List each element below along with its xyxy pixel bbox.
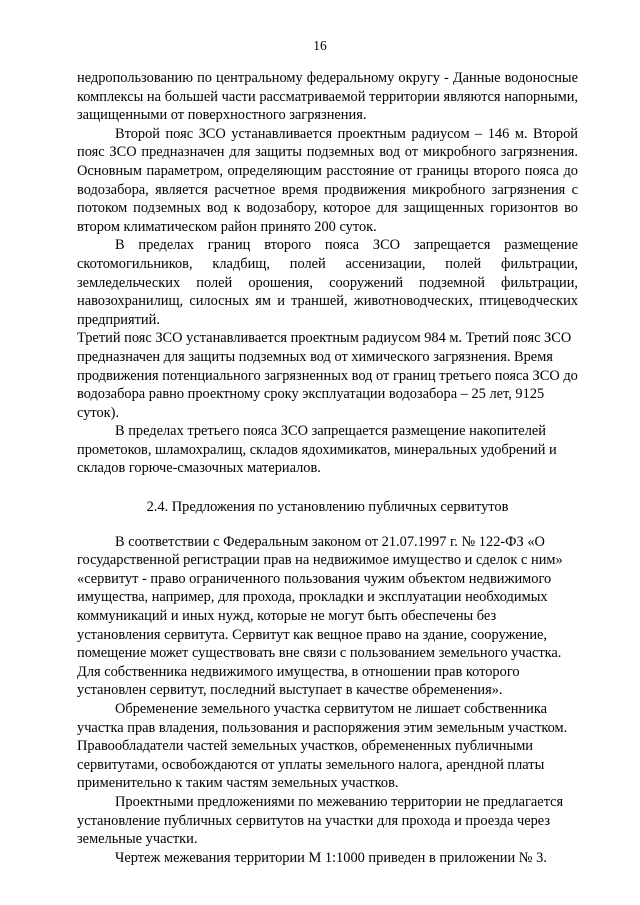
paragraph-encumbrance: Обременение земельного участка сервитутом не лишает собственника участка прав владения, пользования и распоряжения этим земельным участком. Правообладатели частей земельных участков, обремененных публичными сервитутами, освобождаются от уплаты земельного налога, арендной платы применительно к таким частям земельных участков. bbox=[77, 701, 568, 792]
paragraph-second-zone: Второй пояс ЗСО устанавливается проектным радиусом – 146 м. Второй пояс ЗСО предназначен для защиты подземных вод от микробного загрязнения. Основным параметром, определяющим расстояние от границы второго пояса до водозабора, является расчетное время продвижения микробного загрязнения с потоком подземных вод к водозабору, которое для защищенных горизонтов во втором климатическом район принято 200 суток. bbox=[77, 125, 578, 235]
paragraph-third-zone-restrictions: В пределах третьего пояса ЗСО запрещается размещение накопителей прометоков, шламохралищ, складов ядохимикатов, минеральных удобрений и складов горюче-смазочных материалов. bbox=[77, 423, 557, 477]
paragraph-second-zone-restrictions: В пределах границ второго пояса ЗСО запрещается размещение скотомогильников, кладбищ, полей ассенизации, полей фильтрации, земледельческих полей орошения, сооружений подземной фильтрации, навозохранилищ, силосных ям и траншей, животноводческих, птицеводческих предприятий. bbox=[77, 237, 578, 328]
paragraph-drawing-reference: Чертеж межевания территории М 1:1000 приведен в приложении № 3. bbox=[115, 849, 547, 866]
paragraph-third-zone: Третий пояс ЗСО устанавливается проектным радиусом 984 м. Третий пояс ЗСО предназначен для защиты подземных вод от химического загрязнения. Время продвижения потенциального загрязненных вод от границ третьего пояса ЗСО до водозабора равно проектному сроку эксплуатации водозабора – 25 лет, 9125 суток). bbox=[77, 330, 578, 421]
page-number: 16 bbox=[313, 38, 327, 53]
paragraph-continuation: недропользованию по центральному федеральному округу - Данные водоносные комплексы на большей части рассматриваемой территории являются напорными, защищенными от поверхностного загрязнения. bbox=[77, 70, 578, 124]
section-heading: 2.4. Предложения по установлению публичных сервитутов bbox=[146, 499, 509, 516]
document-body bbox=[77, 69, 578, 867]
paragraph-project-proposals: Проектными предложениями по межеванию территории не предлагается установление публичных сервитутов на участки для прохода и проезда через земельные участки. bbox=[77, 793, 564, 848]
paragraph-servitude-definition: В соответствии с Федеральным законом от 21.07.1997 г. № 122-ФЗ «О государственной регистрации прав на недвижимое имущество и сделок с ним» «сервитут - право ограниченного пользования чужим объектом недвижимого имущества, например, для прохода, прокладки и эксплуатации необходимых коммуникаций и иных нужд, которые не могут быть обеспечены без установления сервитута. Сервитут как вещное право на здание, сооружение, помещение может существовать вне связи с пользованием земельного участка. Для собственника недвижимого имущества, в отношении прав которого установлен сервитут, последний выступает в качестве обременения». bbox=[77, 533, 563, 699]
